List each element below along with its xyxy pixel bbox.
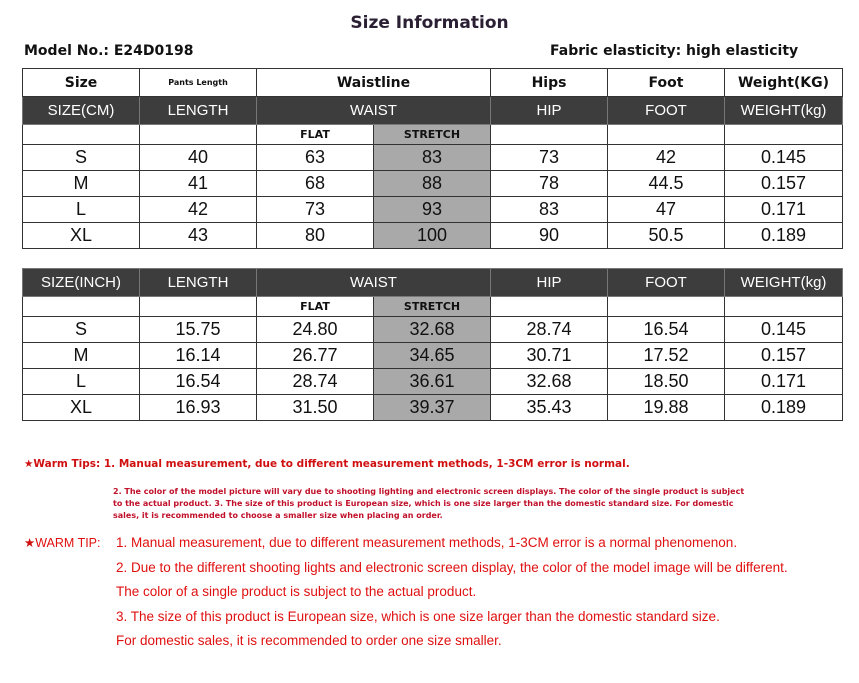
cell-waist-stretch: 34.65: [374, 343, 491, 369]
cell-hip: 35.43: [491, 395, 608, 421]
cell-waist-flat: 31.50: [257, 395, 374, 421]
cell-weight: 0.145: [725, 145, 843, 171]
cell-size: M: [23, 343, 140, 369]
cell-size: S: [23, 145, 140, 171]
waist-subheader-row: [23, 125, 843, 145]
cell-foot: 42: [608, 145, 725, 171]
cell-hip: 83: [491, 197, 608, 223]
cell-waist-flat: 26.77: [257, 343, 374, 369]
header-size: Size: [23, 69, 140, 97]
cell-foot: 18.50: [608, 369, 725, 395]
empty-cell: [23, 297, 140, 317]
table-header-row: [23, 69, 843, 97]
cell-hip: 73: [491, 145, 608, 171]
cell-hip: 30.71: [491, 343, 608, 369]
column-size: SIZE(CM): [23, 97, 140, 125]
cell-size: L: [23, 197, 140, 223]
cell-hip: 32.68: [491, 369, 608, 395]
column-hip: HIP: [491, 269, 608, 297]
empty-cell: [608, 125, 725, 145]
cell-foot: 50.5: [608, 223, 725, 249]
header-weight: Weight(KG): [725, 69, 843, 97]
column-header-row: [23, 97, 843, 125]
header-waistline: Waistline: [257, 69, 491, 97]
cell-waist-stretch: 36.61: [374, 369, 491, 395]
column-length: LENGTH: [140, 97, 257, 125]
table-row: [23, 197, 843, 223]
cell-waist-flat: 80: [257, 223, 374, 249]
empty-cell: [725, 125, 843, 145]
empty-cell: [491, 297, 608, 317]
table-row: [23, 317, 843, 343]
column-foot: FOOT: [608, 269, 725, 297]
cell-hip: 90: [491, 223, 608, 249]
cell-weight: 0.157: [725, 171, 843, 197]
subheader-stretch: STRETCH: [374, 297, 491, 317]
cell-weight: 0.145: [725, 317, 843, 343]
cell-length: 41: [140, 171, 257, 197]
warm-tip-line: 3. The size of this product is European size, which is one size larger than the domestic standard size.: [116, 608, 720, 624]
warm-tip-lines: [116, 535, 788, 658]
cell-waist-flat: 68: [257, 171, 374, 197]
empty-cell: [23, 125, 140, 145]
column-size: SIZE(INCH): [23, 269, 140, 297]
cell-size: M: [23, 171, 140, 197]
fabric-elasticity: Fabric elasticity: high elasticity: [550, 43, 799, 59]
warm-tip-label-block: [24, 535, 101, 550]
star-icon: ★: [24, 536, 36, 550]
star-icon: ★: [24, 458, 34, 470]
warm-tip-line: 1. Manual measurement, due to different measurement methods, 1-3CM error is a normal phenomenon.: [116, 535, 738, 550]
column-length: LENGTH: [140, 269, 257, 297]
model-number: Model No.: E24D0198: [24, 43, 194, 59]
column-weight: WEIGHT(kg): [725, 269, 843, 297]
column-weight: WEIGHT(kg): [725, 97, 843, 125]
cell-weight: 0.189: [725, 395, 843, 421]
cell-foot: 44.5: [608, 171, 725, 197]
warm-tips-line1: 1. Manual measurement, due to different measurement methods, 1-3CM error is normal.: [103, 458, 630, 470]
cell-length: 43: [140, 223, 257, 249]
warm-tip-line: The color of a single product is subject to the actual product.: [116, 584, 477, 599]
header-foot: Foot: [608, 69, 725, 97]
cell-length: 40: [140, 145, 257, 171]
header-hips: Hips: [491, 69, 608, 97]
cell-size: S: [23, 317, 140, 343]
size-table-cm: [22, 68, 843, 249]
size-table-inch: [22, 268, 843, 421]
cell-weight: 0.171: [725, 197, 843, 223]
table-row: [23, 343, 843, 369]
table-row: [23, 171, 843, 197]
header-pants-length: Pants Length: [140, 69, 257, 97]
cell-waist-flat: 24.80: [257, 317, 374, 343]
table-row: [23, 369, 843, 395]
warm-tips-label: Warm Tips:: [33, 458, 101, 470]
cell-foot: 17.52: [608, 343, 725, 369]
cell-foot: 16.54: [608, 317, 725, 343]
page-title: Size Information: [350, 13, 509, 33]
cell-weight: 0.189: [725, 223, 843, 249]
cell-waist-flat: 73: [257, 197, 374, 223]
warm-tips-small: [24, 458, 630, 470]
cell-hip: 28.74: [491, 317, 608, 343]
cell-length: 16.93: [140, 395, 257, 421]
cell-length: 16.54: [140, 369, 257, 395]
column-foot: FOOT: [608, 97, 725, 125]
empty-cell: [725, 297, 843, 317]
subheader-flat: FLAT: [257, 125, 374, 145]
empty-cell: [140, 297, 257, 317]
empty-cell: [491, 125, 608, 145]
cell-waist-stretch: 83: [374, 145, 491, 171]
empty-cell: [608, 297, 725, 317]
column-hip: HIP: [491, 97, 608, 125]
cell-length: 15.75: [140, 317, 257, 343]
cell-foot: 19.88: [608, 395, 725, 421]
subheader-flat: FLAT: [257, 297, 374, 317]
empty-cell: [140, 125, 257, 145]
warm-tip-line: 2. Due to the different shooting lights and electronic screen display, the color of the model image will be different.: [116, 559, 788, 575]
cell-waist-flat: 28.74: [257, 369, 374, 395]
cell-weight: 0.171: [725, 369, 843, 395]
table-row: [23, 223, 843, 249]
cell-waist-stretch: 93: [374, 197, 491, 223]
subheader-stretch: STRETCH: [374, 125, 491, 145]
column-waist: WAIST: [257, 97, 491, 125]
cell-size: L: [23, 369, 140, 395]
cell-waist-stretch: 39.37: [374, 395, 491, 421]
cell-length: 42: [140, 197, 257, 223]
cell-size: XL: [23, 395, 140, 421]
cell-size: XL: [23, 223, 140, 249]
warm-tip-line: For domestic sales, it is recommended to order one size smaller.: [116, 633, 502, 648]
column-waist: WAIST: [257, 269, 491, 297]
cell-weight: 0.157: [725, 343, 843, 369]
cell-length: 16.14: [140, 343, 257, 369]
warm-tip-label: WARM TIP:: [35, 536, 101, 550]
warm-tips-line2: 2. The color of the model picture will vary due to shooting lighting and electronic screen displays. The color of the single product is subject to the actual product. 3. The size of this product is European size, which is one size larger than the domestic standard size. For domestic sales, it is recommended to choose a smaller size when placing an order.: [113, 487, 745, 520]
cell-waist-stretch: 100: [374, 223, 491, 249]
waist-subheader-row: [23, 297, 843, 317]
cell-hip: 78: [491, 171, 608, 197]
column-header-row: [23, 269, 843, 297]
cell-foot: 47: [608, 197, 725, 223]
cell-waist-stretch: 32.68: [374, 317, 491, 343]
table-row: [23, 395, 843, 421]
cell-waist-flat: 63: [257, 145, 374, 171]
table-row: [23, 145, 843, 171]
cell-waist-stretch: 88: [374, 171, 491, 197]
